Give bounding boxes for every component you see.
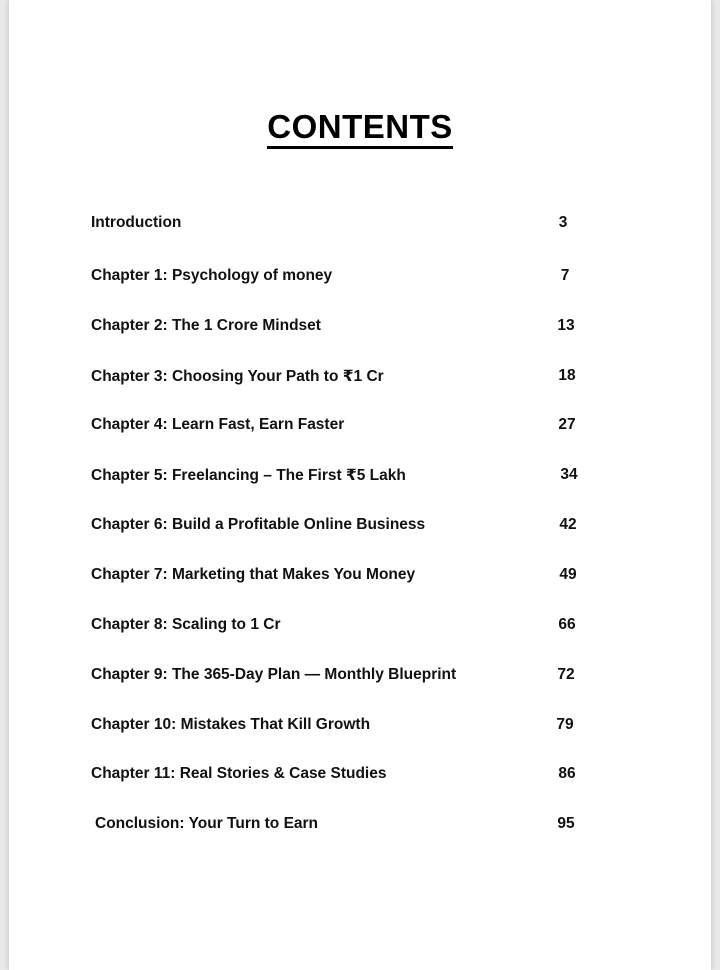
toc-entry-label: Chapter 8: Scaling to 1 Cr: [91, 616, 281, 633]
toc-entry-label: Chapter 7: Marketing that Makes You Money: [91, 566, 416, 583]
toc-entry-page: 42: [559, 516, 577, 533]
toc-entry-chapter-4[interactable]: [9, 416, 711, 440]
toc-entry-page: 66: [558, 616, 576, 633]
toc-entry-chapter-9[interactable]: [9, 666, 711, 690]
toc-entry-page: 95: [557, 815, 575, 832]
toc-entry-label: Chapter 3: Choosing Your Path to ₹1 Cr: [91, 368, 384, 385]
toc-entry-label: Chapter 5: Freelancing – The First ₹5 Lakh: [91, 467, 406, 484]
contents-heading: CONTENTS: [267, 109, 453, 149]
toc-entry-label: Chapter 2: The 1 Crore Mindset: [91, 317, 321, 334]
toc-entry-label: Chapter 4: Learn Fast, Earn Faster: [91, 416, 345, 433]
toc-entry-label: Chapter 1: Psychology of money: [91, 267, 333, 284]
toc-entry-page: 34: [560, 466, 578, 483]
toc-entry-page: 49: [559, 566, 577, 583]
toc-entry-label: Chapter 9: The 365-Day Plan — Monthly Blueprint: [91, 666, 457, 683]
toc-entry-page: 18: [558, 367, 576, 384]
toc-entry-label: Conclusion: Your Turn to Earn: [95, 815, 319, 832]
toc-entry-chapter-8[interactable]: [9, 616, 711, 640]
toc-entry-label: Introduction: [91, 214, 182, 231]
toc-entry-page: 79: [556, 716, 574, 733]
toc-entry-page: 86: [558, 765, 576, 782]
toc-entry-chapter-10[interactable]: [9, 716, 711, 740]
toc-entry-chapter-1[interactable]: [9, 267, 711, 291]
toc-entry-chapter-3[interactable]: [9, 367, 711, 391]
toc-entry-chapter-11[interactable]: [9, 765, 711, 789]
toc-entry-chapter-2[interactable]: [9, 317, 711, 341]
toc-entry-label: Chapter 6: Build a Profitable Online Business: [91, 516, 426, 533]
toc-entry-page: 7: [560, 267, 570, 284]
toc-entry-label: Chapter 10: Mistakes That Kill Growth: [91, 716, 371, 733]
table-of-contents: [9, 0, 711, 970]
toc-entry-page: 13: [557, 317, 575, 334]
toc-entry-chapter-5[interactable]: [9, 466, 711, 490]
toc-entry-page: 3: [558, 214, 568, 231]
toc-entry-introduction[interactable]: [9, 214, 711, 238]
toc-entry-page: 72: [557, 666, 575, 683]
toc-entry-conclusion[interactable]: [9, 815, 711, 839]
toc-entry-page: 27: [558, 416, 576, 433]
document-page: [9, 0, 711, 970]
toc-entry-chapter-6[interactable]: [9, 516, 711, 540]
toc-entry-chapter-7[interactable]: [9, 566, 711, 590]
toc-entry-label: Chapter 11: Real Stories & Case Studies: [91, 765, 387, 782]
